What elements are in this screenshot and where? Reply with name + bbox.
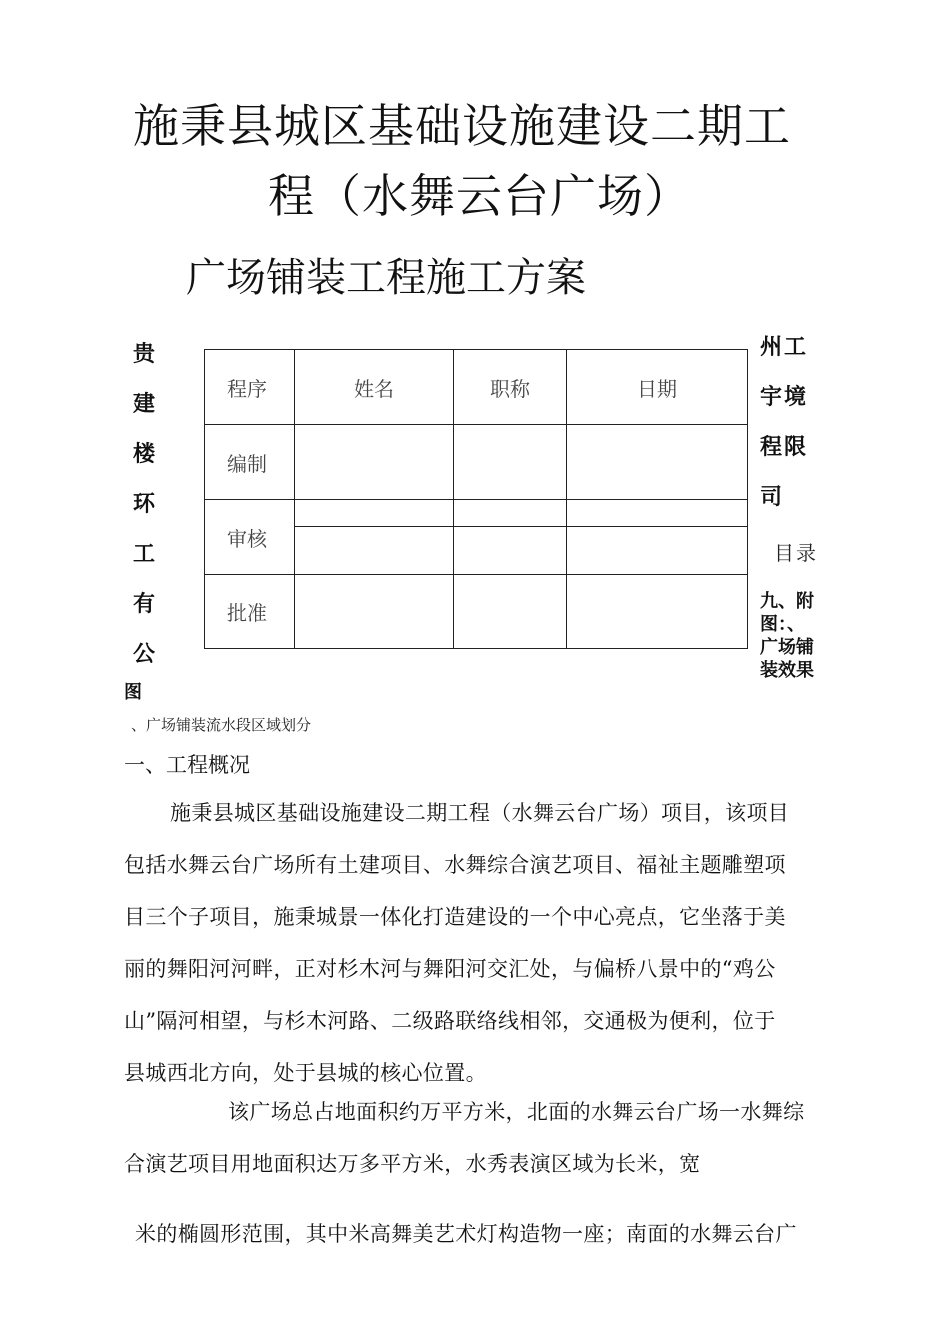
table-cell	[295, 575, 454, 649]
left-column-char: 贵	[133, 342, 156, 367]
table-cell	[454, 527, 567, 575]
section-heading: 一、工程概况	[124, 753, 250, 777]
left-vertical-column	[133, 330, 163, 680]
side-note-line: 广场铺	[760, 637, 814, 658]
left-column-tail: 图	[124, 682, 142, 703]
left-column-char: 有	[133, 592, 156, 617]
table-header-row	[205, 350, 748, 425]
left-column-char: 建	[133, 392, 156, 417]
side-note-line: 九、附	[760, 591, 814, 612]
paragraph-line: 该广场总占地面积约万平方米，北面的水舞云台广场一水舞综	[228, 1100, 805, 1124]
paragraph-line: 合演艺项目用地面积达万多平方米，水秀表演区域为长米，宽	[124, 1152, 701, 1176]
header-name: 姓名	[295, 350, 454, 425]
header-date: 日期	[567, 350, 748, 425]
left-column-char: 环	[133, 492, 156, 517]
side-note	[760, 590, 814, 682]
paragraph-line: 包括水舞云台广场所有土建项目、水舞综合演艺项目、福祉主题雕塑项	[124, 853, 786, 877]
left-column-char: 楼	[133, 442, 156, 467]
table-cell	[295, 500, 454, 527]
paragraph-overview	[124, 787, 844, 1099]
paragraph-line: 目三个子项目，施秉城景一体化打造建设的一个中心亮点，它坐落于美	[124, 905, 786, 929]
table-cell	[295, 425, 454, 500]
side-note-line: 装效果	[760, 660, 814, 681]
document-title-line-2: 程（水舞云台广场）	[268, 169, 691, 223]
right-column-chars: 司	[760, 485, 785, 510]
document-subtitle: 广场铺装工程施工方案	[186, 255, 586, 301]
paragraph-line: 县城西北方向，处于县城的核心位置。	[124, 1061, 487, 1085]
paragraph-area	[124, 1086, 844, 1190]
paragraph-continuation	[135, 1208, 855, 1260]
row-label-approve: 批准	[205, 575, 295, 649]
right-column-chars: 州工	[760, 335, 809, 360]
document-title-line-1: 施秉县城区基础设施建设二期工	[133, 99, 791, 153]
table-row	[205, 500, 748, 527]
toc-heading: 目录	[774, 541, 818, 565]
right-column-chars: 宇境	[760, 385, 809, 410]
row-label-review: 审核	[205, 500, 295, 575]
table-cell	[567, 527, 748, 575]
table-cell	[567, 575, 748, 649]
paragraph-line: 山”隔河相望，与杉木河路、二级路联络线相邻，交通极为便利，位于	[124, 1009, 776, 1033]
paragraph-line: 丽的舞阳河河畔，正对杉木河与舞阳河交汇处，与偏桥八景中的“鸡公	[124, 957, 776, 981]
toc-caption: 、广场铺装流水段区域划分	[131, 716, 312, 734]
left-column-char: 公	[133, 642, 156, 667]
table-cell	[454, 575, 567, 649]
right-vertical-column	[760, 323, 808, 523]
table-row	[205, 425, 748, 500]
table-row	[205, 575, 748, 649]
table-cell	[567, 425, 748, 500]
right-column-chars: 程限	[760, 435, 809, 460]
header-title: 职称	[454, 350, 567, 425]
paragraph-line: 米的椭圆形范围，其中米高舞美艺术灯构造物一座；南面的水舞云台广	[135, 1222, 797, 1246]
table-cell	[454, 425, 567, 500]
header-procedure: 程序	[205, 350, 295, 425]
left-column-char: 工	[133, 542, 156, 567]
table-cell	[295, 527, 454, 575]
signature-table	[204, 349, 748, 649]
table-cell	[454, 500, 567, 527]
table-cell	[567, 500, 748, 527]
row-label-compile: 编制	[205, 425, 295, 500]
paragraph-line: 施秉县城区基础设施建设二期工程（水舞云台广场）项目，该项目	[170, 801, 790, 825]
side-note-line: 图：、	[760, 614, 805, 635]
